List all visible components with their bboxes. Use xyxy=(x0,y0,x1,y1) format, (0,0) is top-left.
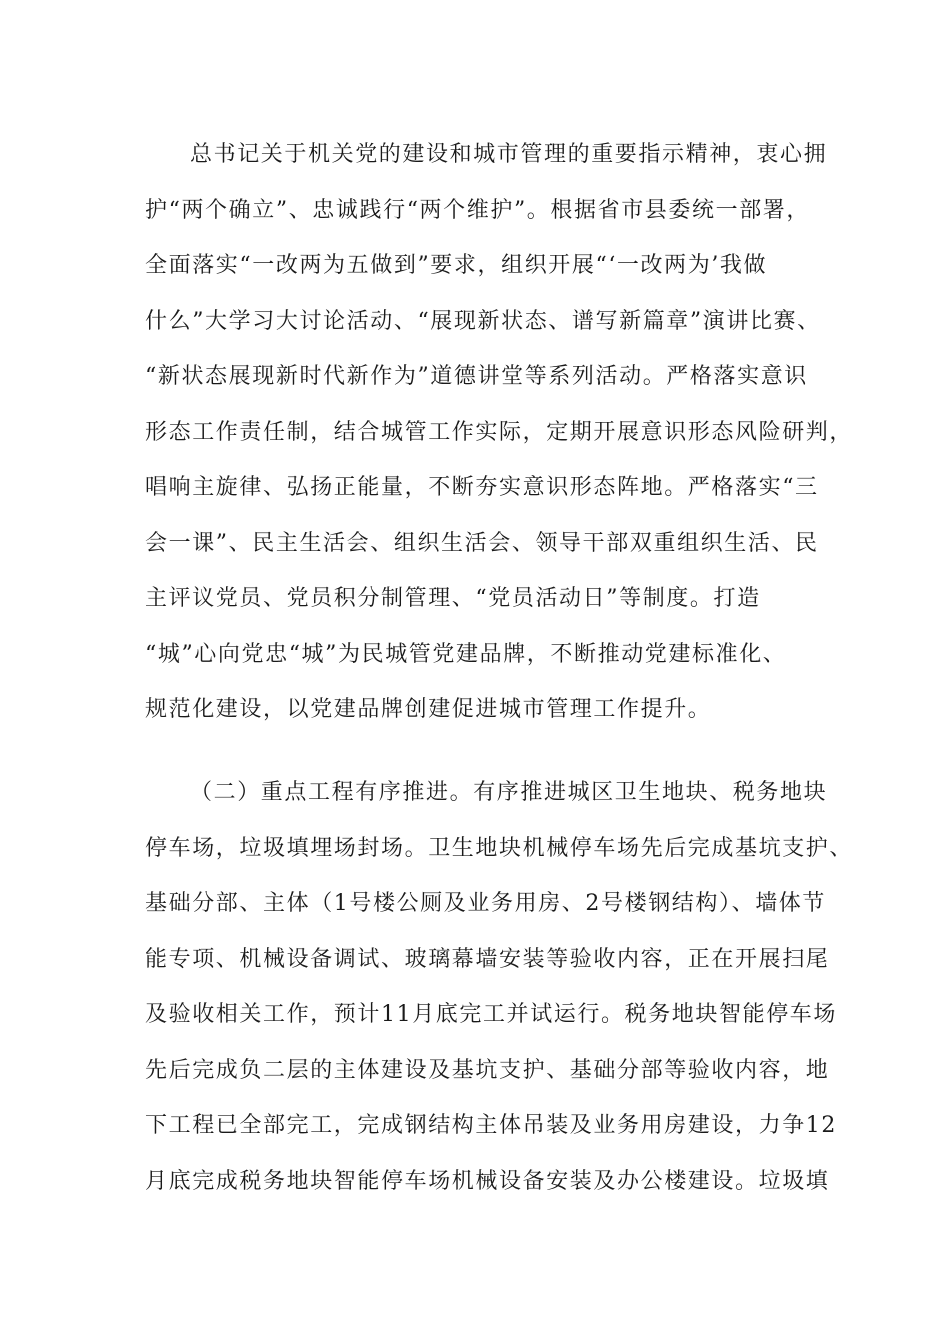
paragraph-line: 先后完成负二层的主体建设及基坑支护、基础分部等验收内容，地 xyxy=(145,1058,830,1083)
paragraph-line: 停车场，垃圾填埋场封场。卫生地块机械停车场先后完成基坑支护、 xyxy=(145,836,854,861)
paragraph-line: 能专项、机械设备调试、玻璃幕墙安装等验收内容，正在开展扫尾 xyxy=(145,947,830,972)
paragraph-line: （二）重点工程有序推进。有序推进城区卫生地块、税务地块 xyxy=(190,780,828,805)
paragraph-line: 护“两个确立”、忠诚践行“两个维护”。根据省市县委统一部署， xyxy=(145,198,810,223)
paragraph-line: 下工程已全部完工，完成钢结构主体吊装及业务用房建设，力争12 xyxy=(145,1113,837,1138)
paragraph-line: 月底完成税务地块智能停车场机械设备安装及办公楼建设。垃圾填 xyxy=(145,1169,830,1194)
paragraph-line: 基础分部、主体（1号楼公厕及业务用房、2号楼钢结构）、墙体节 xyxy=(145,891,826,916)
paragraph-line: 唱响主旋律、弘扬正能量，不断夯实意识形态阵地。严格落实“三 xyxy=(145,475,819,500)
paragraph-line: 形态工作责任制，结合城管工作实际，定期开展意识形态风险研判， xyxy=(145,420,854,445)
paragraph-line: 主评议党员、党员积分制管理、“党员活动日”等制度。打造 xyxy=(145,586,761,611)
paragraph-line: “新状态展现新时代新作为”道德讲堂等系列活动。严格落实意识 xyxy=(145,364,808,389)
paragraph-line: 什么”大学习大讨论活动、“展现新状态、谱写新篇章”演讲比赛、 xyxy=(145,309,821,334)
paragraph-line: 总书记关于机关党的建设和城市管理的重要指示精神，衷心拥 xyxy=(190,142,828,167)
paragraph-line: 全面落实“一改两为五做到”要求，组织开展“‘一改两为’我做 xyxy=(145,253,768,278)
paragraph-line: 会一课”、民主生活会、组织生活会、领导干部双重组织生活、民 xyxy=(145,531,819,556)
paragraph-line: “城”心向党忠“城”为民城管党建品牌，不断推动党建标准化、 xyxy=(145,642,787,667)
paragraph-line: 及验收相关工作，预计11月底完工并试运行。税务地块智能停车场 xyxy=(145,1002,837,1027)
paragraph-line: 规范化建设，以党建品牌创建促进城市管理工作提升。 xyxy=(145,697,712,722)
